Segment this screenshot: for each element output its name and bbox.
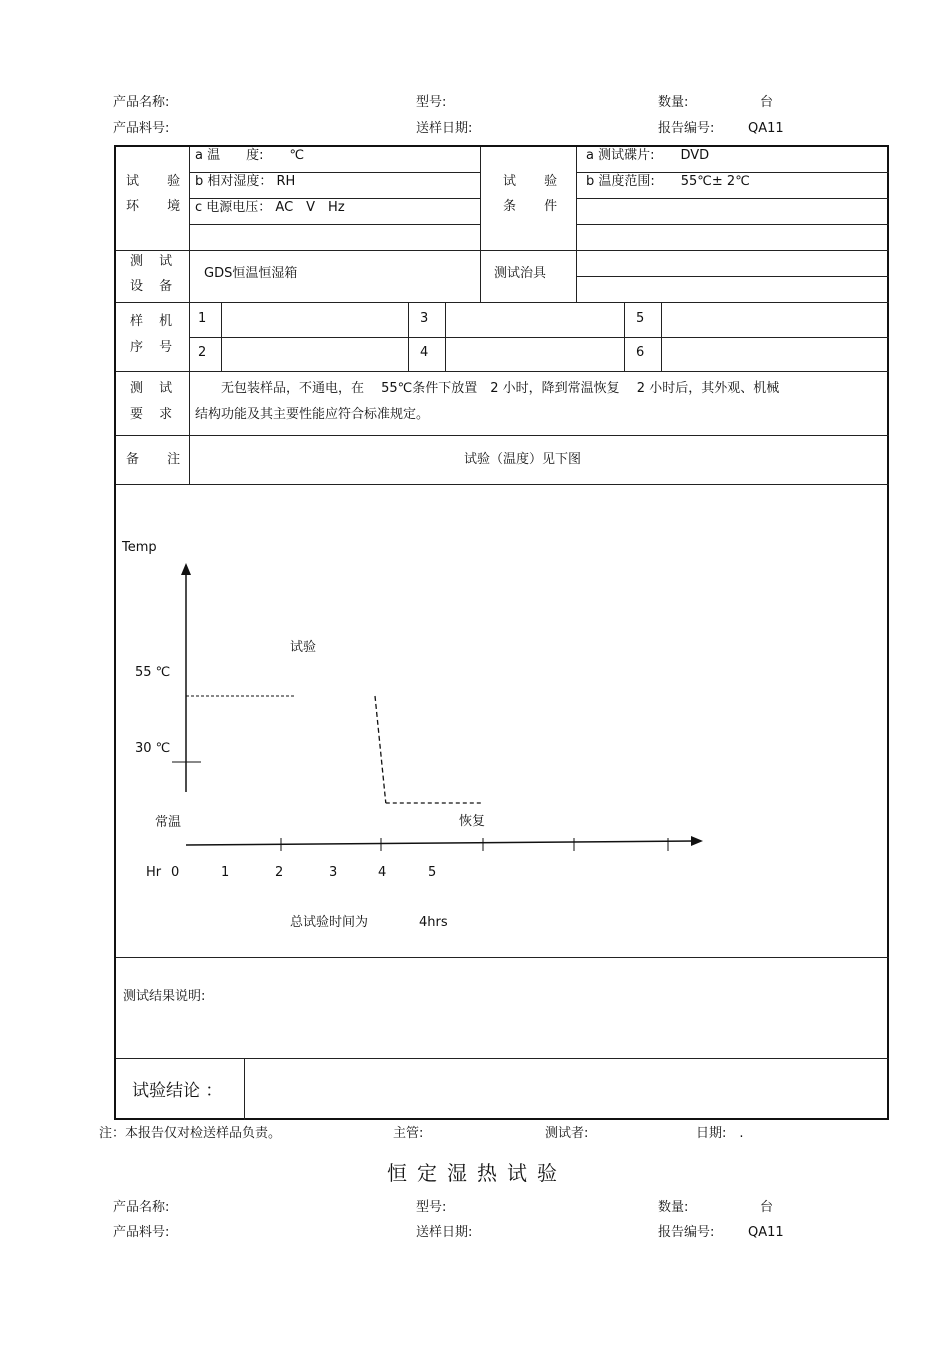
product-name-label: 产品名称:	[113, 95, 170, 110]
samples-label-line2: 序 号	[130, 340, 179, 355]
total-time-value: 4hrs	[419, 915, 448, 930]
sample-number-cell: 2	[198, 345, 207, 360]
model-label: 型号:	[416, 95, 447, 110]
sample-number-cell: 3	[420, 311, 429, 326]
sample-number-cell: 6	[636, 345, 645, 360]
remarks-label: 备 注	[126, 452, 193, 467]
report-no-label: 报告编号:	[658, 1225, 715, 1240]
tester-label: 测试者:	[545, 1126, 589, 1141]
equipment-name: GDS恒温恒湿箱	[204, 266, 298, 281]
environment-label-line2: 环 境	[126, 199, 193, 214]
y-axis-label: Temp	[122, 540, 157, 555]
part-no-label: 产品料号:	[113, 121, 170, 136]
quantity-label: 数量:	[658, 95, 689, 110]
x-tick-label: 2	[275, 865, 284, 880]
report-form-table	[114, 145, 889, 1120]
quantity-label: 数量:	[658, 1200, 689, 1215]
env-temperature: a 温 度: ℃	[195, 148, 305, 163]
cond-temp-range: b 温度范围: 55℃± 2℃	[586, 174, 750, 189]
recovery-phase-label: 恢复	[459, 814, 486, 829]
environment-label-line1: 试 验	[126, 174, 193, 189]
footer-note: 注：本报告仅对检送样品负责。	[99, 1126, 282, 1141]
requirement-text-line2: 结构功能及其主要性能应符合标准规定。	[195, 407, 430, 422]
supervisor-label: 主管:	[393, 1126, 424, 1141]
equipment-label-line1: 测 试	[130, 254, 179, 269]
report-no-value: QA11	[748, 121, 784, 136]
env-voltage: c 电源电压： AC V Hz	[195, 200, 345, 215]
cond-test-disc: a 测试碟片: DVD	[586, 148, 710, 163]
conditions-label-line2: 条 件	[503, 199, 570, 214]
x-tick-label: 3	[329, 865, 338, 880]
requirement-label-line1: 测 试	[130, 381, 179, 396]
part-no-label: 产品料号:	[113, 1225, 170, 1240]
send-date-label: 送样日期:	[416, 1225, 473, 1240]
x-axis-label: Hr	[146, 865, 162, 880]
sample-number-cell: 5	[636, 311, 645, 326]
product-name-label: 产品名称:	[113, 1200, 170, 1215]
conclusion-label: 试验结论 ：	[132, 1081, 223, 1101]
env-humidity: b 相对湿度： RH	[195, 174, 296, 189]
ambient-label: 常温	[155, 815, 182, 830]
x-tick-label: 5	[428, 865, 437, 880]
requirement-text-line1: 无包装样品，不通电，在 55℃条件下放置 2 小时，降到常温恢复 2 小时后，其外观、机械	[221, 381, 780, 396]
send-date-label: 送样日期:	[416, 121, 473, 136]
page-title: 恒定湿热试验	[387, 1161, 567, 1185]
x-tick-label: 0	[171, 865, 180, 880]
results-label: 测试结果说明:	[123, 989, 206, 1004]
samples-label-line1: 样 机	[130, 314, 179, 329]
quantity-unit: 台	[760, 1200, 774, 1215]
x-tick-label: 4	[378, 865, 387, 880]
requirement-label-line2: 要 求	[130, 407, 179, 422]
conditions-label-line1: 试 验	[503, 174, 570, 189]
fixture-label: 测试治具	[494, 266, 547, 281]
remarks-text: 试验（温度）见下图	[464, 452, 582, 467]
y-tick-label: 30 ℃	[135, 741, 171, 756]
quantity-unit: 台	[760, 95, 774, 110]
sample-number-cell: 4	[420, 345, 429, 360]
sample-number-cell: 1	[198, 311, 207, 326]
equipment-label-line2: 设 备	[130, 279, 179, 294]
test-phase-label: 试验	[290, 640, 317, 655]
report-no-label: 报告编号:	[658, 121, 715, 136]
model-label: 型号:	[416, 1200, 447, 1215]
report-no-value: QA11	[748, 1225, 784, 1240]
x-tick-label: 1	[221, 865, 230, 880]
total-time-label: 总试验时间为	[290, 915, 369, 930]
y-tick-label: 55 ℃	[135, 665, 171, 680]
date-label: 日期: .	[696, 1126, 744, 1141]
